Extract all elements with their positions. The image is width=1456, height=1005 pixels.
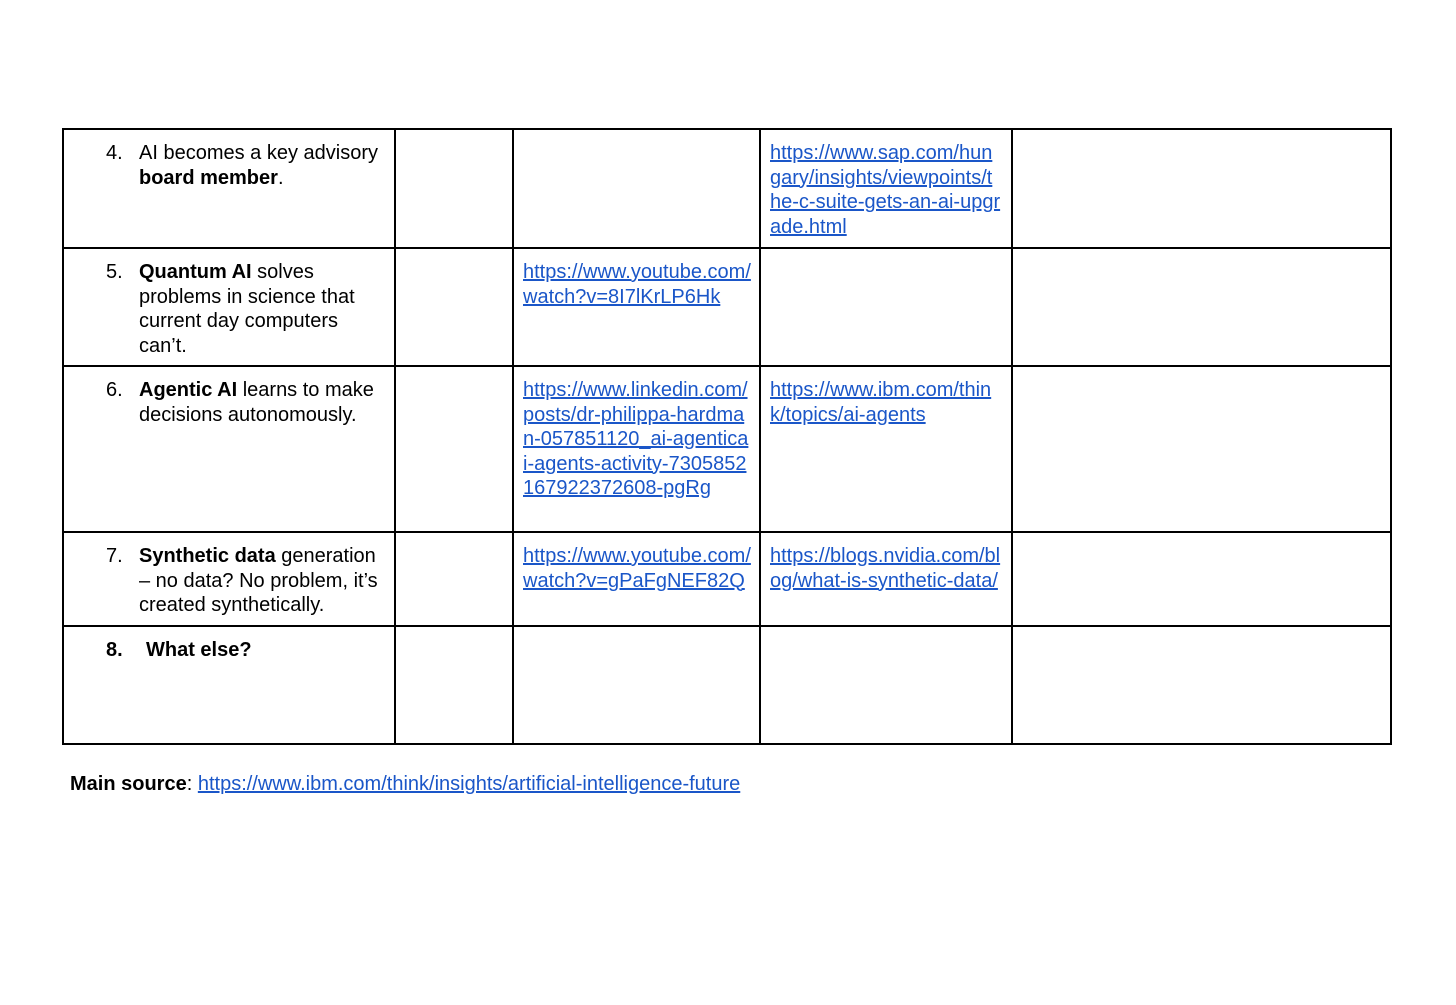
trend-cell <box>63 366 395 532</box>
item-text-pre: AI becomes a key advisory <box>139 142 378 164</box>
link-cell <box>760 366 1012 532</box>
empty-cell <box>1012 532 1391 626</box>
item-text-post: learns to make decisions autonomously. <box>139 379 374 426</box>
item-text-post: . <box>277 166 284 189</box>
table-row <box>63 626 1391 744</box>
table-row <box>63 248 1391 366</box>
empty-cell <box>395 626 513 744</box>
main-source-link[interactable]: https://www.ibm.com/think/insights/artificial-intelligence-future <box>197 773 741 795</box>
link-cell <box>760 626 1012 744</box>
link-cell <box>760 248 1012 366</box>
empty-cell <box>1012 248 1391 366</box>
item-text-bold: Agentic AI <box>139 379 238 401</box>
empty-cell <box>395 532 513 626</box>
empty-cell <box>1012 626 1391 744</box>
list-item <box>72 544 386 618</box>
item-number: 5. <box>106 261 123 283</box>
link-cell <box>513 366 760 532</box>
item-text-post: generation – no data? No problem, it’s created synthetically. <box>139 545 378 616</box>
item-number: 4. <box>106 142 123 164</box>
ibm-agents-link[interactable]: https://www.ibm.com/think/topics/ai-agents <box>770 379 992 426</box>
trend-cell <box>63 626 395 744</box>
list-item <box>72 141 386 190</box>
empty-cell <box>395 366 513 532</box>
youtube-link[interactable]: https://www.youtube.com/watch?v=8I7lKrLP6Hk <box>523 261 751 308</box>
link-cell <box>513 248 760 366</box>
item-number: 7. <box>106 545 123 567</box>
trend-cell <box>63 248 395 366</box>
item-number: 8. <box>106 639 123 661</box>
empty-cell <box>1012 366 1391 532</box>
list-item <box>72 378 386 427</box>
link-cell <box>760 532 1012 626</box>
source-separator: : <box>186 773 198 795</box>
item-text-bold: board member <box>139 166 278 189</box>
empty-cell <box>1012 129 1391 248</box>
trends-table <box>62 128 1392 745</box>
table-row <box>63 532 1391 626</box>
sap-link[interactable]: https://www.sap.com/hungary/insights/viewpoints/the-c-suite-gets-an-ai-upgrade.html <box>770 142 1001 238</box>
item-text-bold: Quantum AI <box>139 261 252 283</box>
link-cell <box>513 129 760 248</box>
trend-cell <box>63 532 395 626</box>
link-cell <box>513 532 760 626</box>
item-text-post: solves problems in science that current day computers can’t. <box>139 261 355 357</box>
link-cell <box>760 129 1012 248</box>
main-source <box>70 771 740 797</box>
trend-cell <box>63 129 395 248</box>
link-cell <box>513 626 760 744</box>
youtube-link[interactable]: https://www.youtube.com/watch?v=gPaFgNEF82Q <box>523 545 751 592</box>
list-item <box>72 638 386 663</box>
table-row <box>63 129 1391 248</box>
linkedin-link[interactable]: https://www.linkedin.com/posts/dr-philippa-hardman-057851120_ai-agenticai-agents-activity-7305852167922372608-pgRg <box>523 379 749 499</box>
source-label: Main source <box>70 773 187 795</box>
table-row <box>63 366 1391 532</box>
item-text-bold: What else? <box>146 639 252 661</box>
empty-cell <box>395 248 513 366</box>
list-item <box>72 260 386 358</box>
empty-cell <box>395 129 513 248</box>
item-text-bold: Synthetic data <box>139 545 276 567</box>
nvidia-link[interactable]: https://blogs.nvidia.com/blog/what-is-synthetic-data/ <box>770 545 1001 592</box>
item-number: 6. <box>106 379 123 401</box>
